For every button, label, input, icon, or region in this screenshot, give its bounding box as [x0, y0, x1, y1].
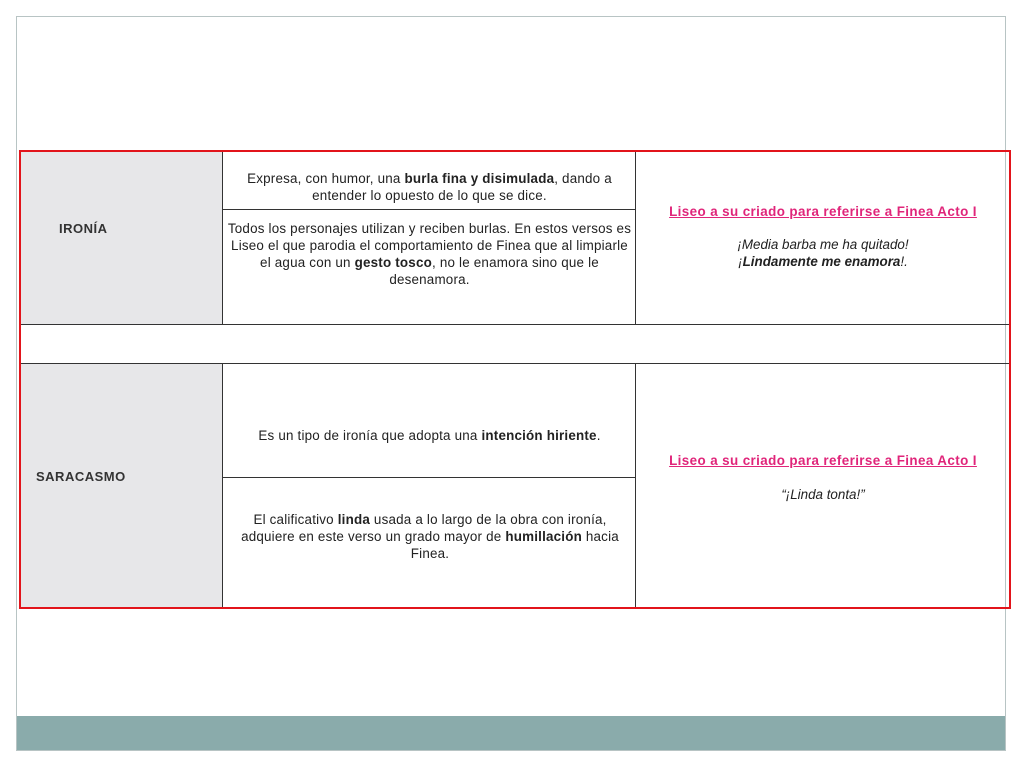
ironia-example-line2 — [637, 253, 1009, 270]
saracasmo-explanation — [240, 511, 620, 562]
saracasmo-explanation-segment: El calificativo — [253, 512, 338, 527]
ironia-definition — [226, 170, 633, 204]
ironia-explanation — [226, 220, 633, 288]
saracasmo-explanation-segment: humillación — [505, 529, 582, 544]
rule-row1-bottom — [20, 324, 1010, 325]
saracasmo-explanation-segment: hacia Finea. — [410, 529, 619, 561]
footer-bar — [17, 716, 1005, 750]
saracasmo-definition-segment: intención hiriente — [481, 428, 597, 443]
ironia-example — [637, 151, 1009, 325]
rule-col2-a — [635, 151, 636, 325]
ironia-definition-segment: , dando a entender lo opuesto de lo que se dice. — [312, 171, 612, 203]
ironia-example-line1: ¡Media barba me ha quitado! — [737, 237, 909, 252]
ironia-explanation-segment: Todos los personajes utilizan y reciben burlas. En estos versos es Liseo el que parodia el comportamiento de Finea que al limpiarle el agua con un — [227, 221, 632, 270]
saracasmo-example — [637, 364, 1009, 608]
saracasmo-definition — [226, 427, 633, 444]
ironia-definition-segment: Expresa, con humor, una — [247, 171, 405, 186]
border-left — [19, 150, 21, 609]
rule-col1-a — [222, 151, 223, 325]
saracasmo-example-line1: “¡Linda tonta!” — [781, 487, 865, 502]
term-saracasmo: SARACASMO — [36, 469, 126, 484]
ironia-example-title: Liseo a su criado para referirse a Finea Acto I — [669, 204, 977, 219]
ironia-explanation-segment: , no le enamora sino que le desenamora. — [389, 255, 599, 287]
ironia-example-line2-post: !. — [900, 254, 908, 269]
ironia-explanation-segment: gesto tosco — [354, 255, 432, 270]
border-top — [19, 150, 1011, 152]
saracasmo-definition-segment: . — [596, 428, 601, 443]
term-cell-ironia — [20, 151, 223, 325]
saracasmo-explanation-segment: usada a lo largo de la obra con ironía, adquiere en este verso un grado mayor de — [241, 512, 607, 544]
ironia-example-line2-pre: ¡ — [738, 254, 743, 269]
saracasmo-example-title: Liseo a su criado para referirse a Finea Acto I — [669, 453, 977, 468]
rule-row1-split — [223, 209, 636, 210]
ironia-example-line2-bold: Lindamente me enamora — [742, 254, 901, 269]
rule-col2-b — [635, 364, 636, 608]
ironia-definition-segment: burla fina y disimulada — [404, 171, 555, 186]
rule-row2-top — [20, 363, 1010, 364]
saracasmo-explanation-segment: linda — [337, 512, 371, 527]
term-ironia: IRONÍA — [59, 221, 108, 236]
border-right — [1009, 150, 1011, 609]
border-bottom — [19, 607, 1011, 609]
rule-row2-split — [223, 477, 636, 478]
term-cell-saracasmo — [20, 364, 223, 608]
saracasmo-definition-segment: Es un tipo de ironía que adopta una — [258, 428, 482, 443]
rule-col1-b — [222, 364, 223, 608]
